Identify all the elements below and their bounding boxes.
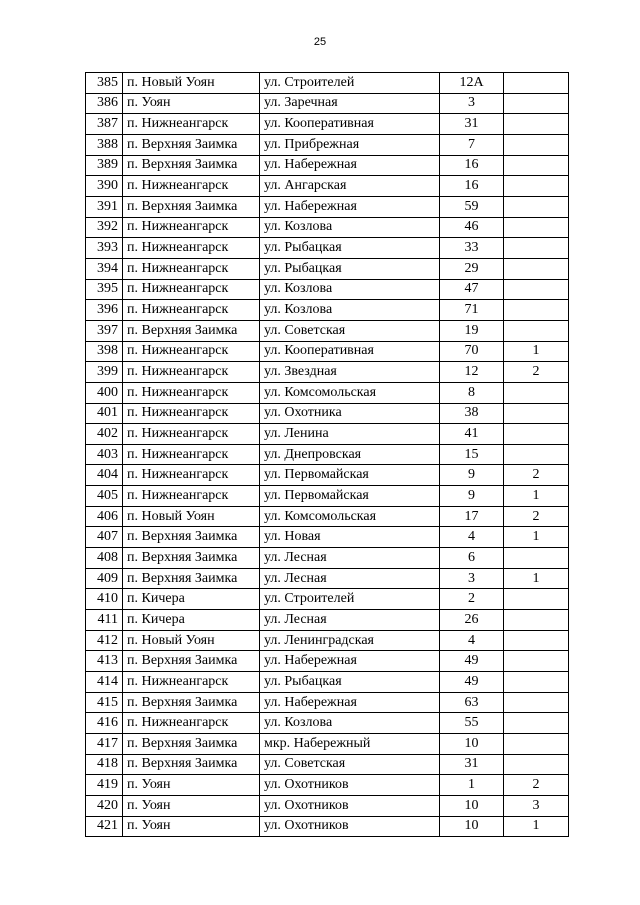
table-row <box>86 238 569 259</box>
settlement-cell: п. Новый Уоян <box>123 630 260 651</box>
extra-number-cell <box>504 734 569 755</box>
street-cell: ул. Первомайская <box>260 465 440 486</box>
row-number-cell: 387 <box>86 114 123 135</box>
table-row <box>86 93 569 114</box>
house-number-cell: 63 <box>440 692 504 713</box>
street-cell: ул. Комсомольская <box>260 506 440 527</box>
house-number-cell: 4 <box>440 527 504 548</box>
extra-number-cell: 2 <box>504 506 569 527</box>
extra-number-cell <box>504 444 569 465</box>
house-number-cell: 70 <box>440 341 504 362</box>
settlement-cell: п. Нижнеангарск <box>123 444 260 465</box>
house-number-cell: 46 <box>440 217 504 238</box>
extra-number-cell <box>504 548 569 569</box>
table-row <box>86 196 569 217</box>
settlement-cell: п. Верхняя Заимка <box>123 527 260 548</box>
extra-number-cell <box>504 403 569 424</box>
row-number-cell: 388 <box>86 134 123 155</box>
settlement-cell: п. Верхняя Заимка <box>123 734 260 755</box>
settlement-cell: п. Нижнеангарск <box>123 403 260 424</box>
row-number-cell: 405 <box>86 486 123 507</box>
house-number-cell: 33 <box>440 238 504 259</box>
row-number-cell: 385 <box>86 73 123 94</box>
house-number-cell: 3 <box>440 568 504 589</box>
house-number-cell: 10 <box>440 816 504 837</box>
settlement-cell: п. Нижнеангарск <box>123 279 260 300</box>
street-cell: ул. Строителей <box>260 73 440 94</box>
street-cell: ул. Комсомольская <box>260 382 440 403</box>
extra-number-cell <box>504 424 569 445</box>
street-cell: ул. Рыбацкая <box>260 258 440 279</box>
street-cell: ул. Ленина <box>260 424 440 445</box>
extra-number-cell <box>504 610 569 631</box>
street-cell: ул. Лесная <box>260 610 440 631</box>
row-number-cell: 415 <box>86 692 123 713</box>
street-cell: ул. Первомайская <box>260 486 440 507</box>
table-row <box>86 217 569 238</box>
row-number-cell: 412 <box>86 630 123 651</box>
street-cell: ул. Кооперативная <box>260 341 440 362</box>
house-number-cell: 47 <box>440 279 504 300</box>
row-number-cell: 396 <box>86 300 123 321</box>
extra-number-cell <box>504 713 569 734</box>
table-row <box>86 486 569 507</box>
street-cell: ул. Набережная <box>260 692 440 713</box>
table-row <box>86 320 569 341</box>
row-number-cell: 416 <box>86 713 123 734</box>
row-number-cell: 402 <box>86 424 123 445</box>
extra-number-cell <box>504 382 569 403</box>
settlement-cell: п. Кичера <box>123 610 260 631</box>
street-cell: ул. Советская <box>260 320 440 341</box>
extra-number-cell <box>504 196 569 217</box>
settlement-cell: п. Нижнеангарск <box>123 258 260 279</box>
settlement-cell: п. Уоян <box>123 93 260 114</box>
street-cell: ул. Набережная <box>260 651 440 672</box>
table-row <box>86 155 569 176</box>
settlement-cell: п. Верхняя Заимка <box>123 568 260 589</box>
street-cell: ул. Набережная <box>260 155 440 176</box>
street-cell: ул. Набережная <box>260 196 440 217</box>
street-cell: ул. Кооперативная <box>260 114 440 135</box>
street-cell: ул. Охотников <box>260 795 440 816</box>
row-number-cell: 400 <box>86 382 123 403</box>
settlement-cell: п. Верхняя Заимка <box>123 651 260 672</box>
extra-number-cell <box>504 93 569 114</box>
row-number-cell: 414 <box>86 672 123 693</box>
settlement-cell: п. Нижнеангарск <box>123 300 260 321</box>
row-number-cell: 389 <box>86 155 123 176</box>
row-number-cell: 399 <box>86 362 123 383</box>
page-number: 25 <box>313 36 327 48</box>
extra-number-cell <box>504 134 569 155</box>
house-number-cell: 10 <box>440 734 504 755</box>
settlement-cell: п. Нижнеангарск <box>123 382 260 403</box>
house-number-cell: 41 <box>440 424 504 445</box>
extra-number-cell <box>504 114 569 135</box>
house-number-cell: 71 <box>440 300 504 321</box>
house-number-cell: 16 <box>440 176 504 197</box>
street-cell: ул. Ленинградская <box>260 630 440 651</box>
street-cell: ул. Рыбацкая <box>260 672 440 693</box>
table-row <box>86 816 569 837</box>
address-table <box>85 72 569 837</box>
extra-number-cell <box>504 630 569 651</box>
row-number-cell: 406 <box>86 506 123 527</box>
street-cell: ул. Козлова <box>260 217 440 238</box>
table-row <box>86 548 569 569</box>
table-row <box>86 734 569 755</box>
street-cell: ул. Прибрежная <box>260 134 440 155</box>
settlement-cell: п. Уоян <box>123 795 260 816</box>
table-row <box>86 589 569 610</box>
row-number-cell: 404 <box>86 465 123 486</box>
extra-number-cell <box>504 672 569 693</box>
house-number-cell: 26 <box>440 610 504 631</box>
extra-number-cell <box>504 589 569 610</box>
extra-number-cell: 1 <box>504 816 569 837</box>
table-row <box>86 630 569 651</box>
street-cell: ул. Козлова <box>260 300 440 321</box>
house-number-cell: 8 <box>440 382 504 403</box>
street-cell: ул. Заречная <box>260 93 440 114</box>
row-number-cell: 391 <box>86 196 123 217</box>
house-number-cell: 15 <box>440 444 504 465</box>
row-number-cell: 418 <box>86 754 123 775</box>
settlement-cell: п. Нижнеангарск <box>123 362 260 383</box>
extra-number-cell <box>504 754 569 775</box>
settlement-cell: п. Нижнеангарск <box>123 341 260 362</box>
extra-number-cell <box>504 217 569 238</box>
extra-number-cell <box>504 320 569 341</box>
extra-number-cell <box>504 692 569 713</box>
house-number-cell: 4 <box>440 630 504 651</box>
extra-number-cell <box>504 238 569 259</box>
table-row <box>86 713 569 734</box>
table-row <box>86 754 569 775</box>
row-number-cell: 390 <box>86 176 123 197</box>
extra-number-cell <box>504 300 569 321</box>
extra-number-cell: 1 <box>504 568 569 589</box>
row-number-cell: 395 <box>86 279 123 300</box>
table-row <box>86 134 569 155</box>
row-number-cell: 417 <box>86 734 123 755</box>
row-number-cell: 408 <box>86 548 123 569</box>
extra-number-cell <box>504 73 569 94</box>
row-number-cell: 407 <box>86 527 123 548</box>
table-row <box>86 672 569 693</box>
table-row <box>86 610 569 631</box>
settlement-cell: п. Верхняя Заимка <box>123 134 260 155</box>
row-number-cell: 403 <box>86 444 123 465</box>
address-table-body <box>86 73 569 837</box>
house-number-cell: 2 <box>440 589 504 610</box>
settlement-cell: п. Уоян <box>123 775 260 796</box>
row-number-cell: 411 <box>86 610 123 631</box>
row-number-cell: 386 <box>86 93 123 114</box>
row-number-cell: 392 <box>86 217 123 238</box>
street-cell: ул. Козлова <box>260 279 440 300</box>
row-number-cell: 394 <box>86 258 123 279</box>
house-number-cell: 55 <box>440 713 504 734</box>
table-row <box>86 775 569 796</box>
table-row <box>86 279 569 300</box>
house-number-cell: 12А <box>440 73 504 94</box>
table-row <box>86 403 569 424</box>
house-number-cell: 1 <box>440 775 504 796</box>
table-row <box>86 362 569 383</box>
house-number-cell: 16 <box>440 155 504 176</box>
house-number-cell: 49 <box>440 672 504 693</box>
street-cell: ул. Строителей <box>260 589 440 610</box>
settlement-cell: п. Нижнеангарск <box>123 238 260 259</box>
settlement-cell: п. Нижнеангарск <box>123 486 260 507</box>
row-number-cell: 393 <box>86 238 123 259</box>
extra-number-cell: 3 <box>504 795 569 816</box>
street-cell: ул. Лесная <box>260 568 440 589</box>
street-cell: ул. Охотника <box>260 403 440 424</box>
table-row <box>86 424 569 445</box>
table-row <box>86 692 569 713</box>
extra-number-cell <box>504 651 569 672</box>
settlement-cell: п. Верхняя Заимка <box>123 692 260 713</box>
table-row <box>86 300 569 321</box>
street-cell: ул. Охотников <box>260 816 440 837</box>
table-row <box>86 651 569 672</box>
settlement-cell: п. Верхняя Заимка <box>123 754 260 775</box>
settlement-cell: п. Нижнеангарск <box>123 713 260 734</box>
street-cell: ул. Новая <box>260 527 440 548</box>
table-row <box>86 258 569 279</box>
table-row <box>86 795 569 816</box>
street-cell: ул. Охотников <box>260 775 440 796</box>
house-number-cell: 6 <box>440 548 504 569</box>
street-cell: ул. Ангарская <box>260 176 440 197</box>
settlement-cell: п. Новый Уоян <box>123 506 260 527</box>
settlement-cell: п. Нижнеангарск <box>123 176 260 197</box>
house-number-cell: 12 <box>440 362 504 383</box>
extra-number-cell: 2 <box>504 362 569 383</box>
house-number-cell: 9 <box>440 465 504 486</box>
extra-number-cell: 1 <box>504 486 569 507</box>
street-cell: ул. Звездная <box>260 362 440 383</box>
settlement-cell: п. Верхняя Заимка <box>123 548 260 569</box>
street-cell: ул. Козлова <box>260 713 440 734</box>
table-row <box>86 73 569 94</box>
row-number-cell: 409 <box>86 568 123 589</box>
settlement-cell: п. Верхняя Заимка <box>123 155 260 176</box>
table-row <box>86 506 569 527</box>
house-number-cell: 7 <box>440 134 504 155</box>
table-row <box>86 444 569 465</box>
house-number-cell: 10 <box>440 795 504 816</box>
extra-number-cell <box>504 279 569 300</box>
row-number-cell: 420 <box>86 795 123 816</box>
house-number-cell: 3 <box>440 93 504 114</box>
extra-number-cell <box>504 258 569 279</box>
row-number-cell: 397 <box>86 320 123 341</box>
settlement-cell: п. Кичера <box>123 589 260 610</box>
settlement-cell: п. Нижнеангарск <box>123 217 260 238</box>
settlement-cell: п. Уоян <box>123 816 260 837</box>
house-number-cell: 31 <box>440 754 504 775</box>
extra-number-cell: 2 <box>504 775 569 796</box>
extra-number-cell: 2 <box>504 465 569 486</box>
extra-number-cell: 1 <box>504 527 569 548</box>
house-number-cell: 17 <box>440 506 504 527</box>
row-number-cell: 421 <box>86 816 123 837</box>
extra-number-cell <box>504 176 569 197</box>
table-row <box>86 341 569 362</box>
settlement-cell: п. Нижнеангарск <box>123 424 260 445</box>
table-row <box>86 114 569 135</box>
extra-number-cell <box>504 155 569 176</box>
table-row <box>86 527 569 548</box>
table-row <box>86 176 569 197</box>
street-cell: ул. Рыбацкая <box>260 238 440 259</box>
settlement-cell: п. Нижнеангарск <box>123 114 260 135</box>
settlement-cell: п. Верхняя Заимка <box>123 196 260 217</box>
settlement-cell: п. Новый Уоян <box>123 73 260 94</box>
row-number-cell: 401 <box>86 403 123 424</box>
row-number-cell: 410 <box>86 589 123 610</box>
settlement-cell: п. Верхняя Заимка <box>123 320 260 341</box>
street-cell: ул. Советская <box>260 754 440 775</box>
house-number-cell: 19 <box>440 320 504 341</box>
house-number-cell: 31 <box>440 114 504 135</box>
settlement-cell: п. Нижнеангарск <box>123 672 260 693</box>
street-cell: мкр. Набережный <box>260 734 440 755</box>
table-row <box>86 382 569 403</box>
row-number-cell: 419 <box>86 775 123 796</box>
house-number-cell: 29 <box>440 258 504 279</box>
street-cell: ул. Днепровская <box>260 444 440 465</box>
extra-number-cell: 1 <box>504 341 569 362</box>
house-number-cell: 49 <box>440 651 504 672</box>
street-cell: ул. Лесная <box>260 548 440 569</box>
table-row <box>86 568 569 589</box>
house-number-cell: 38 <box>440 403 504 424</box>
settlement-cell: п. Нижнеангарск <box>123 465 260 486</box>
row-number-cell: 413 <box>86 651 123 672</box>
house-number-cell: 9 <box>440 486 504 507</box>
house-number-cell: 59 <box>440 196 504 217</box>
table-row <box>86 465 569 486</box>
row-number-cell: 398 <box>86 341 123 362</box>
